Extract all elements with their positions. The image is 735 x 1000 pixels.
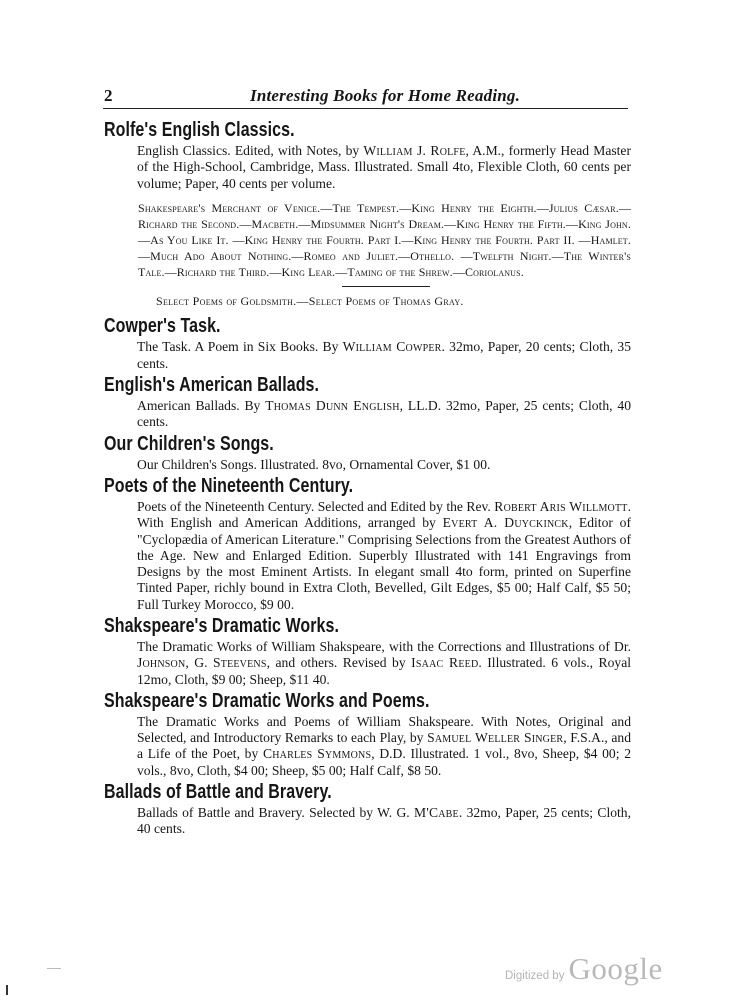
description-text: . 32mo, Paper, 25 cents; Cloth, 40 cents. bbox=[137, 805, 631, 837]
editor-name: Samuel Weller Singer bbox=[427, 730, 564, 746]
author-name: Thomas Dunn English bbox=[265, 398, 400, 414]
description-text: . Illustrated. 6 vols., Royal 12mo, Cloth, $9 00; Sheep, $11 40. bbox=[137, 655, 632, 687]
header-rule bbox=[103, 108, 628, 109]
catalogue-entry bbox=[104, 431, 631, 473]
catalogue-entry bbox=[104, 688, 631, 779]
description-text: . With English and American Additions, arranged by bbox=[137, 498, 631, 531]
section-divider bbox=[342, 286, 430, 287]
catalogue-entry bbox=[104, 779, 631, 838]
catalogue-entry bbox=[104, 117, 631, 309]
running-title: Interesting Books for Home Reading. bbox=[250, 86, 521, 105]
annotator-name: Johnson bbox=[137, 655, 186, 671]
entry-title: Cowper's Task. bbox=[104, 314, 221, 338]
entry-description bbox=[137, 714, 631, 779]
entry-description bbox=[137, 639, 631, 688]
entry-description bbox=[137, 457, 631, 473]
entry-title: English's American Ballads. bbox=[104, 373, 320, 397]
entry-description bbox=[137, 339, 631, 372]
editor-name: Isaac Reed bbox=[411, 655, 479, 671]
digitized-watermark bbox=[505, 951, 663, 987]
entry-title: Our Children's Songs. bbox=[104, 431, 274, 455]
editor-name: Evert A. Duyckinck bbox=[442, 515, 569, 531]
author-name: William Cowper bbox=[342, 339, 442, 355]
description-text: , LL.D. 32mo, Paper, 25 cents; Cloth, 40 cents. bbox=[137, 398, 631, 430]
author-name: William J. Rolfe bbox=[363, 143, 466, 158]
description-text: Poets of the Nineteenth Century. Selected and Edited by the Rev. bbox=[137, 498, 495, 514]
catalogue-entry bbox=[104, 372, 631, 431]
entry-description bbox=[137, 398, 631, 431]
description-text: The Dramatic Works and Poems of William Shakspeare. With Notes, Original and Selected, and Introductory Remarks to each Play, by bbox=[137, 713, 631, 746]
description-text: The Dramatic Works of William Shakspeare, with the Corrections and Illustrations of Dr. bbox=[137, 638, 631, 654]
description-text: , F.S.A., and a Life of the Poet, by bbox=[137, 730, 632, 762]
page-number: 2 bbox=[104, 86, 113, 105]
entry-title: Shakspeare's Dramatic Works and Poems. bbox=[104, 688, 430, 712]
entry-title: Rolfe's English Classics. bbox=[104, 118, 295, 141]
series-titles-list: Shakespeare's Merchant of Venice.—The Tempest.—King Henry the Eighth.—Julius Cæsar.—Richard the Second.—Macbeth.—Midsummer Night's Dream.—King Henry the Fifth.—King John.—As You Like It. —King Henry the Fourth. Part I.—King Henry the Fourth. Part II. —Hamlet.—Much Ado About Nothing.—Romeo and Juliet.—Othello. —Twelfth Night.—The Winter's Tale.—Richard the Third.—King Lear.—Taming of the Shrew.—Coriolanus. bbox=[138, 200, 631, 279]
description-text: , D.D. Illustrated. 1 vol., 8vo, Sheep, $4 00; 2 vols., 8vo, Cloth, $4 00; Sheep, $5 00; Half Calf, $8 50. bbox=[137, 746, 632, 778]
catalogue-entry bbox=[104, 313, 631, 372]
description-text: , A.M., formerly Head Master of the High-School, Cambridge, Mass. Illustrated. Small 4to, Flexible Cloth, 60 cents per volume; Paper, 40 cents per volume. bbox=[137, 143, 631, 191]
entry-description bbox=[137, 499, 631, 613]
description-text: . 32mo, Paper, 20 cents; Cloth, 35 cents. bbox=[137, 339, 631, 371]
entry-title: Shakspeare's Dramatic Works. bbox=[104, 613, 339, 637]
scan-mark bbox=[6, 985, 8, 995]
description-text: The Task. A Poem in Six Books. By bbox=[137, 339, 343, 355]
entry-title: Poets of the Nineteenth Century. bbox=[104, 473, 354, 497]
catalogue-listing bbox=[104, 117, 631, 838]
catalogue-entry bbox=[104, 473, 631, 613]
description-text: English Classics. Edited, with Notes, by bbox=[137, 143, 364, 158]
entry-description bbox=[137, 805, 631, 838]
series-extra-titles: Select Poems of Goldsmith.—Select Poems of Thomas Gray. bbox=[156, 294, 464, 309]
description-text: Ballads of Battle and Bravery. Selected by W. G. bbox=[137, 805, 415, 821]
description-text: , Editor of "Cyclopædia of American Literature." Comprising Selections from the Greatest Authors of the Age. New and Enlarged Edition. Superbly Illustrated with 141 Engravings from Designs by the most Eminent Artists. In elegant small 4to form, printed on Superfine Tinted Paper, richly bound in Extra Cloth, Bevelled, Gilt Edges, $5 00; Half Calf, $5 50; Full Turkey Morocco, $9 00. bbox=[137, 515, 632, 612]
description-text: , and others. Revised by bbox=[266, 655, 412, 671]
description-text: American Ballads. By bbox=[137, 398, 266, 414]
description-text: , G. bbox=[185, 655, 213, 671]
google-wordmark: Google bbox=[568, 951, 663, 986]
biographer-name: Charles Symmons bbox=[262, 746, 372, 762]
scan-mark bbox=[47, 968, 61, 969]
entry-description bbox=[137, 143, 631, 192]
catalogue-entry bbox=[104, 613, 631, 688]
author-name: Robert Aris Willmott bbox=[494, 498, 628, 514]
annotator-name: Steevens bbox=[213, 655, 267, 671]
description-text: Our Children's Songs. Illustrated. 8vo, Ornamental Cover, $1 00. bbox=[137, 456, 491, 472]
editor-name: M'Cabe bbox=[414, 805, 459, 821]
digitized-label: Digitized by bbox=[505, 970, 565, 982]
entry-title: Ballads of Battle and Bravery. bbox=[104, 780, 332, 804]
